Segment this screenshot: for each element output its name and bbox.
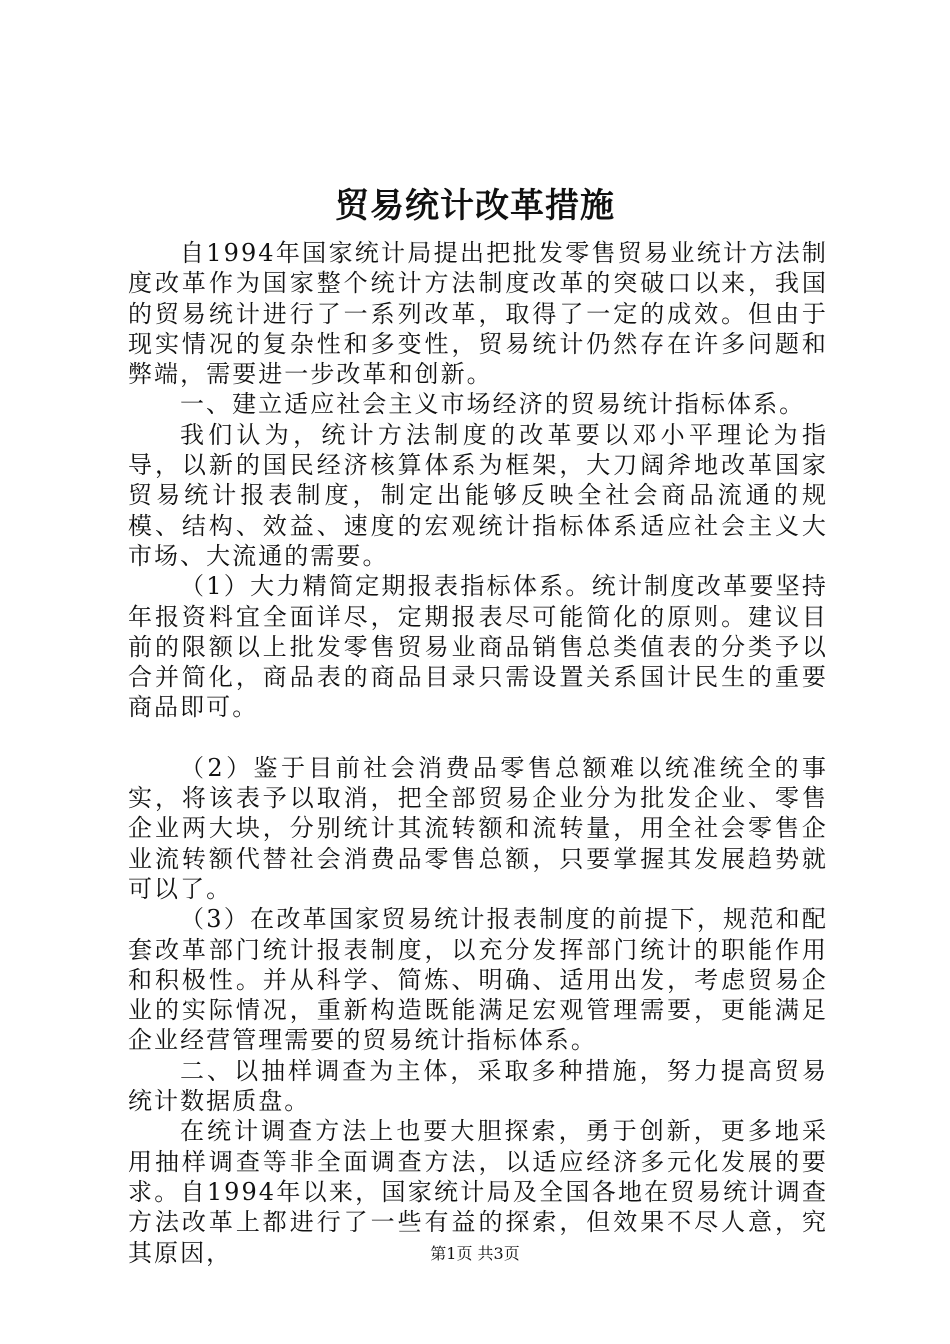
document-body <box>128 238 828 1268</box>
paragraph-item-3: （3）在改革国家贸易统计报表制度的前提下，规范和配套改革部门统计报表制度，以充分发挥部门统计的职能作用和积极性。并从科学、简炼、明确、适用出发，考虑贸易企业的实际情况，重新构造既能满足宏观管理需要，更能满足企业经营管理需要的贸易统计指标体系。 <box>128 905 828 1055</box>
paragraph-item-1: （1）大力精简定期报表指标体系。统计制度改革要坚持年报资料宜全面详尽，定期报表尽可能简化的原则。建议目前的限额以上批发零售贸易业商品销售总类值表的分类予以合并简化，商品表的商品目录只需设置关系国计民生的重要商品即可。 <box>128 572 828 722</box>
paragraph-intro: 自1994年国家统计局提出把批发零售贸易业统计方法制度改革作为国家整个统计方法制度改革的突破口以来，我国的贸易统计进行了一系列改革，取得了一定的成效。但由于现实情况的复杂性和多变性，贸易统计仍然存在许多问题和弊端，需要进一步改革和创新。 <box>128 239 828 389</box>
paragraph-section-two: 在统计调查方法上也要大胆探索，勇于创新，更多地采用抽样调查等非全面调查方法，以适应经济多元化发展的要求。自1994年以来，国家统计局及全国各地在贸易统计调查方法改革上都进行了一些有益的探索，但效果不尽人意，究其原因， <box>128 1117 828 1267</box>
heading-section-two: 二、以抽样调查为主体，采取多种措施，努力提高贸易统计数据质盘。 <box>128 1056 828 1116</box>
page-number-footer: 第1页 共3页 <box>430 1244 520 1263</box>
document-title: 贸易统计改革措施 <box>335 186 615 226</box>
paragraph-section-one: 我们认为，统计方法制度的改革要以邓小平理论为指导，以新的国民经济核算体系为框架，大刀阔斧地改革国家贸易统计报表制度，制定出能够反映全社会商品流通的规模、结构、效益、速度的宏观统计指标体系适应社会主义大市场、大流通的需要。 <box>128 420 828 570</box>
heading-section-one: 一、建立适应社会主义市场经济的贸易统计指标体系。 <box>180 390 806 419</box>
paragraph-item-2: （2）鉴于目前社会消费品零售总额难以统准统全的事实，将该表予以取消，把全部贸易企业分为批发企业、零售企业两大块，分别统计其流转额和流转量，用全社会零售企业流转额代替社会消费品零售总额，只要掌握其发展趋势就可以了。 <box>128 753 828 903</box>
